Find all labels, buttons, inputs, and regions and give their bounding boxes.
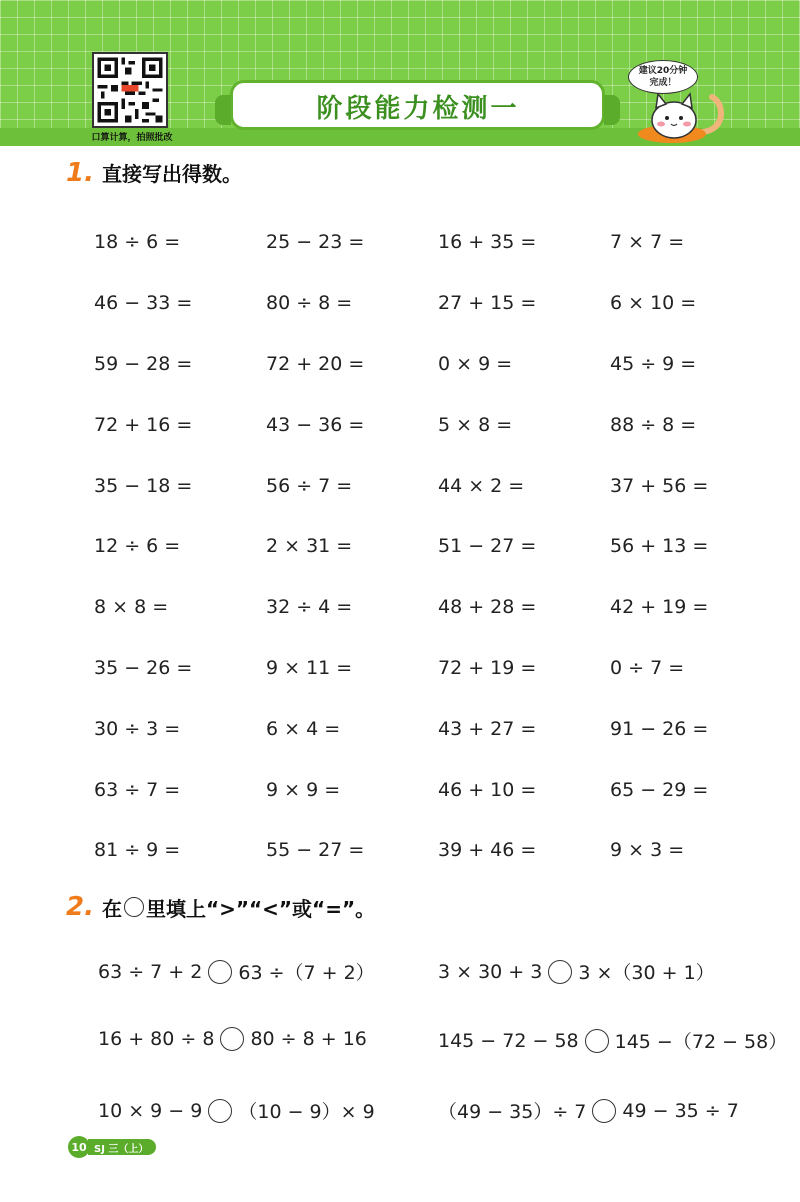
comparison-item bbox=[98, 1027, 367, 1051]
problem: 59 − 28 = bbox=[94, 352, 193, 375]
speech-bubble bbox=[628, 60, 698, 94]
section-1-heading bbox=[66, 158, 242, 188]
comparison-right: 63 ÷（7 + 2） bbox=[238, 962, 375, 984]
problem: 46 + 10 = bbox=[438, 778, 537, 801]
comparison-right: 3 ×（30 + 1） bbox=[578, 962, 715, 984]
problem: 5 × 8 = bbox=[438, 413, 513, 436]
problem: 88 ÷ 8 = bbox=[610, 413, 697, 436]
comparison-item bbox=[98, 1097, 375, 1124]
problem: 43 + 27 = bbox=[438, 717, 537, 740]
problem: 37 + 56 = bbox=[610, 474, 709, 497]
problem: 72 + 16 = bbox=[94, 413, 193, 436]
problem-row bbox=[94, 516, 784, 577]
comparison-right: 49 − 35 ÷ 7 bbox=[622, 1099, 739, 1122]
problem: 25 − 23 = bbox=[266, 231, 365, 254]
answer-circle[interactable] bbox=[208, 1099, 232, 1123]
title-container bbox=[250, 88, 586, 124]
comparison-right: 145 −（72 − 58） bbox=[614, 1031, 788, 1053]
problem: 35 − 18 = bbox=[94, 474, 193, 497]
problem: 27 + 15 = bbox=[438, 292, 537, 315]
problem: 56 ÷ 7 = bbox=[266, 474, 353, 497]
circle-placeholder-icon bbox=[124, 897, 144, 917]
problem: 35 − 26 = bbox=[94, 656, 193, 679]
problem: 9 × 3 = bbox=[610, 839, 685, 862]
problem: 42 + 19 = bbox=[610, 596, 709, 619]
problem: 12 ÷ 6 = bbox=[94, 535, 181, 558]
qr-caption: 口算计算，拍照批改 bbox=[91, 133, 173, 143]
comparison-left: （49 − 35）÷ 7 bbox=[438, 1101, 587, 1123]
comparison-item bbox=[438, 1027, 787, 1054]
page-number: 10 bbox=[68, 1136, 90, 1158]
answer-circle[interactable] bbox=[220, 1027, 244, 1051]
section-2-number: 2. bbox=[66, 892, 94, 922]
problem-row bbox=[94, 820, 784, 881]
comparison-item bbox=[98, 958, 375, 985]
section-2-instruction-post: 里填上“>”“<”或“=”。 bbox=[145, 896, 376, 921]
problem: 7 × 7 = bbox=[610, 231, 685, 254]
comparison-right: 80 ÷ 8 + 16 bbox=[250, 1028, 367, 1050]
problem: 30 ÷ 3 = bbox=[94, 717, 181, 740]
problem: 45 ÷ 9 = bbox=[610, 352, 697, 375]
problem: 6 × 4 = bbox=[266, 717, 341, 740]
problem: 8 × 8 = bbox=[94, 596, 169, 619]
problem: 0 × 9 = bbox=[438, 352, 513, 375]
problem-row bbox=[94, 698, 784, 759]
comparison-left: 63 ÷ 7 + 2 bbox=[98, 960, 203, 983]
bubble-line-1: 建议20分钟 bbox=[638, 66, 688, 76]
problem: 6 × 10 = bbox=[610, 292, 697, 315]
problem: 65 − 29 = bbox=[610, 778, 709, 801]
problem: 51 − 27 = bbox=[438, 535, 537, 558]
problem-row bbox=[94, 394, 784, 455]
page-title: 阶段能力检测一 bbox=[316, 93, 520, 124]
book-label: SJ 三（上） bbox=[88, 1139, 156, 1155]
calculation-grid bbox=[94, 212, 784, 881]
problem: 16 + 35 = bbox=[438, 231, 537, 254]
page-footer bbox=[68, 1136, 156, 1158]
answer-circle[interactable] bbox=[548, 960, 572, 984]
problem: 91 − 26 = bbox=[610, 717, 709, 740]
comparison-left: 16 + 80 ÷ 8 bbox=[98, 1028, 215, 1050]
comparison-left: 145 − 72 − 58 bbox=[438, 1029, 579, 1052]
comparison-left: 10 × 9 − 9 bbox=[98, 1099, 203, 1122]
problem-row bbox=[94, 577, 784, 638]
comparison-right: （10 − 9）× 9 bbox=[238, 1101, 375, 1123]
problem: 55 − 27 = bbox=[266, 839, 365, 862]
problem: 32 ÷ 4 = bbox=[266, 596, 353, 619]
problem: 56 + 13 = bbox=[610, 535, 709, 558]
problem: 0 ÷ 7 = bbox=[610, 656, 685, 679]
problem-row bbox=[94, 455, 784, 516]
answer-circle[interactable] bbox=[208, 960, 232, 984]
problem-row bbox=[94, 273, 784, 334]
problem: 48 + 28 = bbox=[438, 596, 537, 619]
bubble-line-2: 完成！ bbox=[649, 78, 677, 88]
comparison-item bbox=[438, 958, 715, 985]
problem: 18 ÷ 6 = bbox=[94, 231, 181, 254]
problem: 43 − 36 = bbox=[266, 413, 365, 436]
section-1-instruction: 直接写出得数。 bbox=[101, 162, 242, 186]
problem: 9 × 9 = bbox=[266, 778, 341, 801]
section-2-heading bbox=[66, 892, 375, 922]
problem: 39 + 46 = bbox=[438, 839, 537, 862]
problem-row bbox=[94, 638, 784, 699]
problem: 81 ÷ 9 = bbox=[94, 839, 181, 862]
problem: 72 + 19 = bbox=[438, 656, 537, 679]
problem-row bbox=[94, 334, 784, 395]
qr-code-icon[interactable] bbox=[92, 52, 168, 128]
problem-row bbox=[94, 759, 784, 820]
problem: 46 − 33 = bbox=[94, 292, 193, 315]
problem: 2 × 31 = bbox=[266, 535, 353, 558]
answer-circle[interactable] bbox=[592, 1099, 616, 1123]
section-2-instruction-pre: 在 bbox=[101, 896, 122, 921]
problem: 9 × 11 = bbox=[266, 656, 353, 679]
problem-row bbox=[94, 212, 784, 273]
comparison-item bbox=[438, 1097, 739, 1124]
answer-circle[interactable] bbox=[585, 1029, 609, 1053]
problem: 63 ÷ 7 = bbox=[94, 778, 181, 801]
problem: 44 × 2 = bbox=[438, 474, 525, 497]
problem: 72 + 20 = bbox=[266, 352, 365, 375]
section-1-number: 1. bbox=[66, 158, 94, 188]
problem: 80 ÷ 8 = bbox=[266, 292, 353, 315]
comparison-left: 3 × 30 + 3 bbox=[438, 960, 543, 983]
